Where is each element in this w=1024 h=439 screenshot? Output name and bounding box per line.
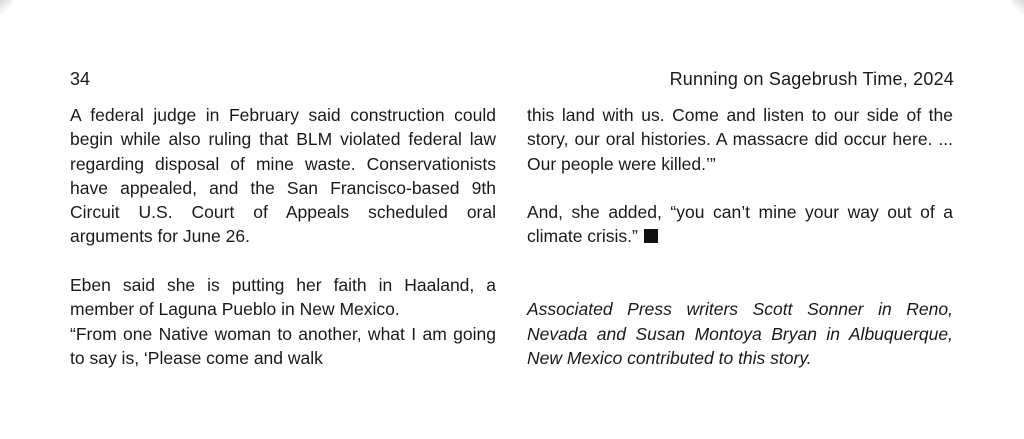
paragraph-quote-continued: this land with us. Come and listen to our side of the story, our oral histories. A massacre did occur here. ... Our people were killed.’” xyxy=(527,105,953,174)
page-corner-shadow-left xyxy=(0,0,12,14)
running-header: Running on Sagebrush Time, 2024 xyxy=(669,69,954,89)
paragraph-quote-start: “From one Native woman to another, what I am going to say is, ‘Please come and walk xyxy=(70,323,496,368)
left-column xyxy=(70,103,496,370)
story-credit: Associated Press writers Scott Sonner in Reno, Nevada and Susan Montoya Bryan in Albuquerque, New Mexico contributed to this story. xyxy=(527,299,953,368)
paragraph-gap xyxy=(527,273,953,297)
paragraph-climate-quote xyxy=(527,200,953,249)
paragraph-construction-ruling: A federal judge in February said construction could begin while also ruling that BLM violated federal law regarding disposal of mine waste. Conservationists have appealed, and the San Francisco-based 9th Circuit U.S. Court of Appeals scheduled oral arguments for June 26. xyxy=(70,105,496,247)
paragraph-gap xyxy=(527,176,953,200)
paragraph-eben-faith: Eben said she is putting her faith in Haaland, a member of Laguna Pueblo in New Mexico. xyxy=(70,275,496,320)
climate-quote-text: And, she added, “you can’t mine your way out of a climate crisis.” xyxy=(527,202,953,247)
paragraph-gap xyxy=(70,249,496,273)
paragraph-gap xyxy=(527,249,953,273)
right-column xyxy=(527,103,953,370)
page-corner-shadow-right xyxy=(1012,0,1024,14)
page-number: 34 xyxy=(70,69,91,89)
end-of-story-mark-icon xyxy=(644,229,658,243)
